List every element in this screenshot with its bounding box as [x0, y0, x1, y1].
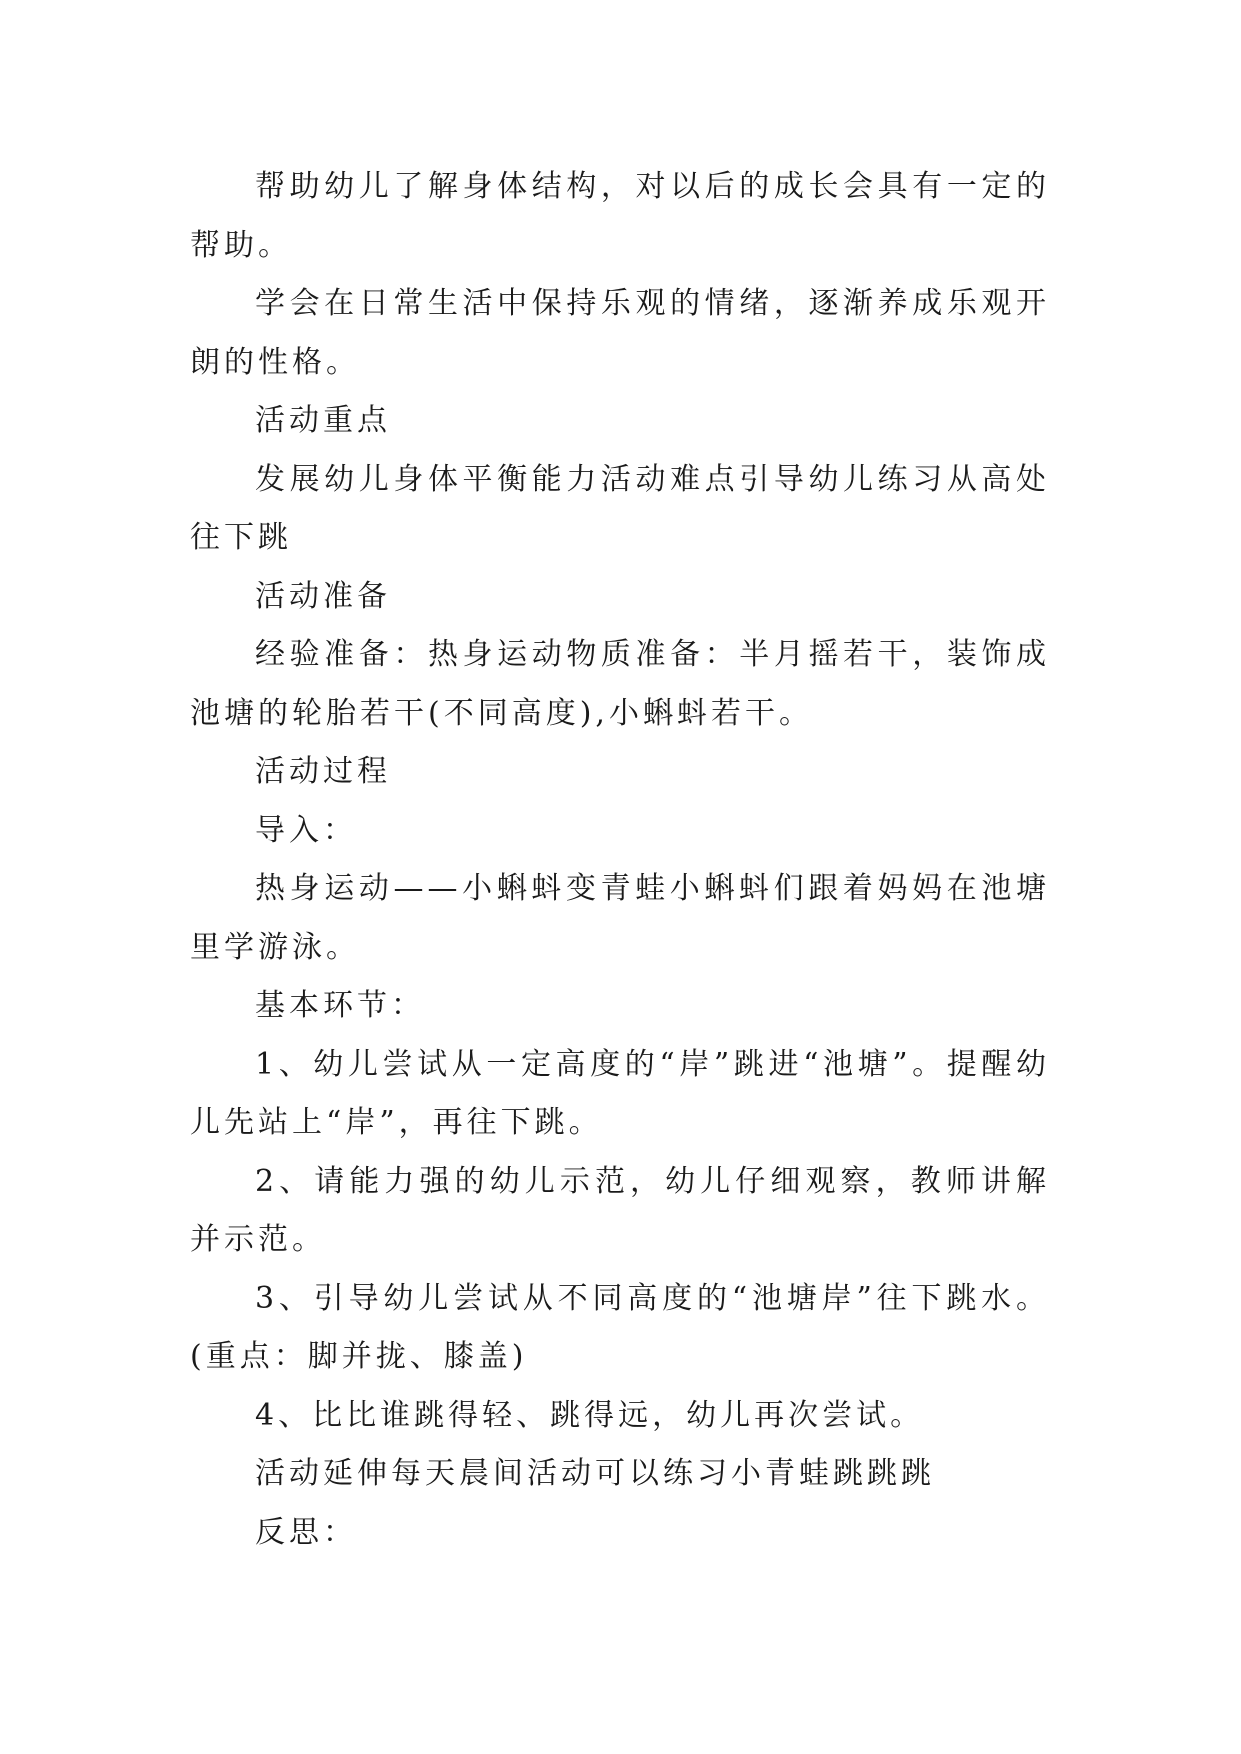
document-body — [190, 158, 1050, 1562]
section-heading: 活动过程 — [255, 754, 391, 789]
list-item: 3、引导幼儿尝试从不同高度的“池塘岸”往下跳水。(重点：脚并拢、膝盖) — [190, 1280, 1050, 1374]
list-item: 4、比比谁跳得轻、跳得远，幼儿再次尝试。 — [255, 1397, 925, 1433]
paragraph: 活动延伸每天晨间活动可以练习小青蛙跳跳跳 — [255, 1456, 935, 1491]
list-item: 2、请能力强的幼儿示范，幼儿仔细观察，教师讲解并示范。 — [190, 1163, 1050, 1257]
section-heading: 活动准备 — [255, 578, 391, 614]
section-heading: 活动重点 — [255, 403, 391, 438]
paragraph: 发展幼儿身体平衡能力活动难点引导幼儿练习从高处往下跳 — [190, 461, 1050, 555]
paragraph: 基本环节： — [255, 988, 425, 1023]
paragraph: 导入： — [255, 812, 357, 848]
paragraph: 反思： — [255, 1514, 357, 1550]
list-item: 1、幼儿尝试从一定高度的“岸”跳进“池塘”。提醒幼儿先站上“岸”，再往下跳。 — [190, 1046, 1050, 1140]
paragraph: 学会在日常生活中保持乐观的情绪，逐渐养成乐观开朗的性格。 — [190, 286, 1050, 380]
paragraph: 帮助幼儿了解身体结构，对以后的成长会具有一定的帮助。 — [190, 169, 1050, 263]
paragraph: 经验准备：热身运动物质准备：半月摇若干，装饰成池塘的轮胎若干(不同高度),小蝌蚪若干。 — [190, 637, 1050, 731]
paragraph: 热身运动——小蝌蚪变青蛙小蝌蚪们跟着妈妈在池塘里学游泳。 — [190, 871, 1050, 965]
